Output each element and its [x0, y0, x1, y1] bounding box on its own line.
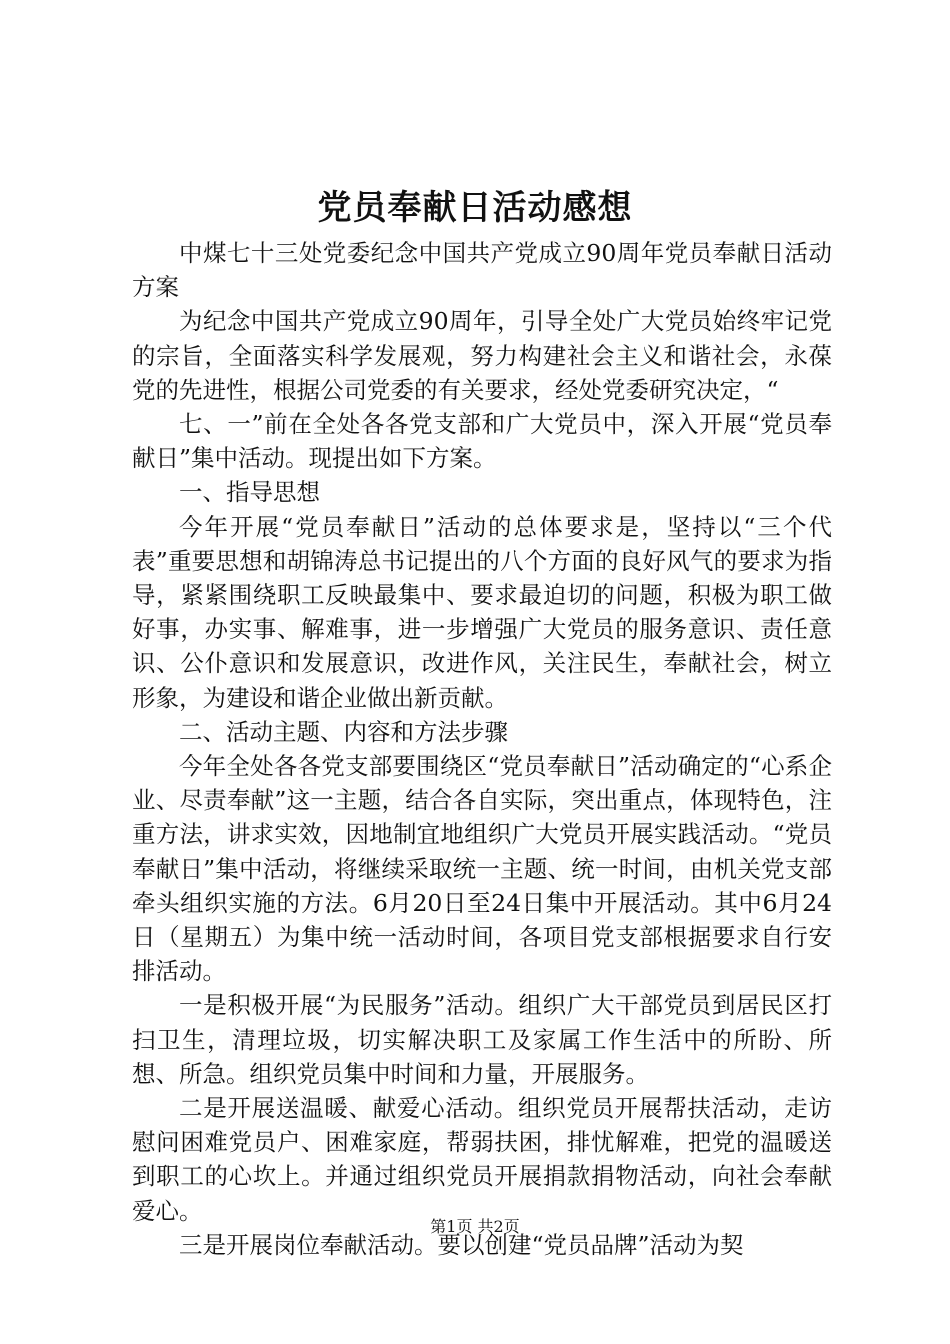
paragraph-intro: 为纪念中国共产党成立90周年，引导全处广大党员始终牢记党的宗旨，全面落实科学发展观，努力构建社会主义和谐社会，永葆党的先进性，根据公司党委的有关要求，经处党委研究决定，“	[132, 307, 832, 404]
section-heading-guiding-thought: 一、指导思想	[179, 478, 320, 507]
paragraph-service-activity: 一是积极开展“为民服务”活动。组织广大干部党员到居民区打扫卫生，清理垃圾，切实解决职工及家属工作生活中的所盼、所想、所急。组织党员集中时间和力量，开展服务。	[132, 991, 832, 1088]
paragraph-guiding-thought: 今年开展“党员奉献日”活动的总体要求是，坚持以“三个代表”重要思想和胡锦涛总书记提出的八个方面的良好风气的要求为指导，紧紧围绕职工反映最集中、要求最迫切的问题，积极为职工做好事，办实事、解难事，进一步增强广大党员的服务意识、责任意识、公仆意识和发展意识，改进作风，关注民生，奉献社会，树立形象，为建设和谐企业做出新贡献。	[132, 512, 832, 712]
paragraph-intro-continued: 七、一”前在全处各各党支部和广大党员中，深入开展“党员奉献日”集中活动。现提出如下方案。	[132, 410, 832, 473]
paragraph-warmth-activity: 二是开展送温暖、献爱心活动。组织党员开展帮扶活动，走访慰问困难党员户、困难家庭，帮弱扶困，排忧解难，把党的温暖送到职工的心坎上。并通过组织党员开展捐款捐物活动，向社会奉献爱心。	[132, 1094, 832, 1225]
document-title: 党员奉献日活动感想	[317, 188, 633, 228]
paragraph-post-dedication: 三是开展岗位奉献活动。要以创建“党员品牌”活动为契	[179, 1230, 744, 1259]
page-number-footer: 第1页 共2页	[430, 1217, 520, 1236]
paragraph-plan-title: 中煤七十三处党委纪念中国共产党成立90周年党员奉献日活动方案	[132, 239, 832, 302]
document-body	[132, 236, 832, 1262]
section-heading-activity-theme: 二、活动主题、内容和方法步骤	[179, 717, 508, 746]
paragraph-activity-theme: 今年全处各各党支部要围绕区“党员奉献日”活动确定的“心系企业、尽责奉献”这一主题，结合各自实际，突出重点，体现特色，注重方法，讲求实效，因地制宜地组织广大党员开展实践活动。“党员奉献日”集中活动，将继续采取统一主题、统一时间，由机关党支部牵头组织实施的方法。6月20日至24日集中开展活动。其中6月24日（星期五）为集中统一活动时间，各项目党支部根据要求自行安排活动。	[132, 752, 832, 986]
